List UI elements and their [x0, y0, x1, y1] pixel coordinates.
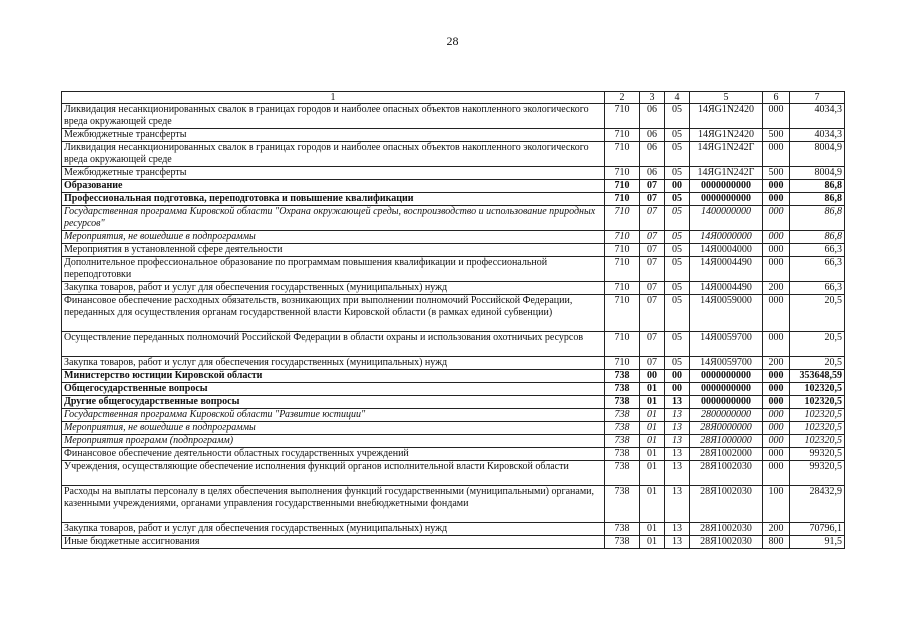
row-col-6: 000: [763, 206, 790, 231]
row-col-4: 13: [665, 523, 690, 536]
row-col-5: 0000000000: [690, 193, 763, 206]
row-col-6: 200: [763, 357, 790, 370]
row-col-6: 100: [763, 486, 790, 523]
row-col-6: 000: [763, 257, 790, 282]
row-col-6: 000: [763, 461, 790, 486]
row-col-6: 200: [763, 523, 790, 536]
row-col-6: 000: [763, 332, 790, 357]
row-col-5: 28Я1002030: [690, 461, 763, 486]
header-col-3: 3: [640, 92, 665, 104]
row-name: Мероприятия программ (подпрограмм): [62, 435, 605, 448]
table-row: [62, 409, 845, 422]
row-col-2: 738: [605, 435, 640, 448]
row-col-5: 2800000000: [690, 409, 763, 422]
row-col-2: 710: [605, 357, 640, 370]
table-row: [62, 193, 845, 206]
table-row: [62, 370, 845, 383]
row-col-4: 05: [665, 129, 690, 142]
table-row: [62, 332, 845, 357]
row-col-4: 00: [665, 370, 690, 383]
row-amount: 102320,5: [790, 383, 845, 396]
row-col-6: 000: [763, 435, 790, 448]
row-col-5: 0000000000: [690, 370, 763, 383]
row-col-3: 01: [640, 536, 665, 549]
row-col-5: 14ЯG1N2420: [690, 129, 763, 142]
header-col-2: 2: [605, 92, 640, 104]
header-col-6: 6: [763, 92, 790, 104]
row-name: Расходы на выплаты персоналу в целях обеспечения выполнения функций государственными (муниципальными) органами, казенными учреждениями, органами управления государственными внебюджетными фондами: [62, 486, 605, 523]
row-col-2: 710: [605, 206, 640, 231]
header-col-1: 1: [62, 92, 605, 104]
row-col-6: 000: [763, 193, 790, 206]
row-col-3: 07: [640, 257, 665, 282]
row-amount: 28432,9: [790, 486, 845, 523]
row-col-2: 710: [605, 142, 640, 167]
row-col-3: 01: [640, 422, 665, 435]
row-name: Осуществление переданных полномочий Российской Федерации в области охраны и использования охотничьих ресурсов: [62, 332, 605, 357]
row-amount: 102320,5: [790, 422, 845, 435]
row-col-4: 05: [665, 244, 690, 257]
row-col-5: 28Я1002000: [690, 448, 763, 461]
row-amount: 70796,1: [790, 523, 845, 536]
table-row: [62, 244, 845, 257]
row-col-4: 13: [665, 461, 690, 486]
row-name: Ликвидация несанкционированных свалок в границах городов и наиболее опасных объектов накопленного экологического вреда окружающей среде: [62, 142, 605, 167]
row-name: Финансовое обеспечение деятельности областных государственных учреждений: [62, 448, 605, 461]
row-amount: 99320,5: [790, 448, 845, 461]
row-col-3: 07: [640, 332, 665, 357]
table-row: [62, 486, 845, 523]
row-col-5: 28Я1002030: [690, 536, 763, 549]
row-col-6: 000: [763, 422, 790, 435]
row-col-3: 06: [640, 104, 665, 129]
row-name: Общегосударственные вопросы: [62, 383, 605, 396]
row-col-3: 01: [640, 435, 665, 448]
row-col-5: 14ЯG1N2420: [690, 104, 763, 129]
row-col-3: 07: [640, 282, 665, 295]
row-col-3: 07: [640, 231, 665, 244]
row-col-6: 500: [763, 129, 790, 142]
header-row: [62, 92, 845, 104]
row-col-5: 14Я0059700: [690, 357, 763, 370]
row-col-6: 000: [763, 448, 790, 461]
row-name: Дополнительное профессиональное образование по программам повышения квалификации и профессиональной переподготовки: [62, 257, 605, 282]
row-col-4: 13: [665, 536, 690, 549]
row-col-4: 00: [665, 180, 690, 193]
row-col-6: 000: [763, 409, 790, 422]
row-col-2: 710: [605, 295, 640, 332]
row-col-6: 200: [763, 282, 790, 295]
table-row: [62, 129, 845, 142]
row-name: Мероприятия в установленной сфере деятельности: [62, 244, 605, 257]
row-name: Ликвидация несанкционированных свалок в границах городов и наиболее опасных объектов накопленного экологического вреда окружающей среде: [62, 104, 605, 129]
table-row: [62, 206, 845, 231]
row-col-5: 28Я0000000: [690, 422, 763, 435]
row-col-2: 738: [605, 409, 640, 422]
row-col-3: 01: [640, 523, 665, 536]
row-col-2: 710: [605, 180, 640, 193]
row-col-5: 14ЯG1N242Г: [690, 167, 763, 180]
row-col-2: 738: [605, 448, 640, 461]
page-number: 28: [446, 34, 459, 48]
row-col-3: 01: [640, 486, 665, 523]
row-col-6: 000: [763, 231, 790, 244]
table-row: [62, 536, 845, 549]
row-col-4: 05: [665, 332, 690, 357]
row-name: Мероприятия, не вошедшие в подпрограммы: [62, 422, 605, 435]
row-col-3: 06: [640, 142, 665, 167]
row-col-5: 14Я0004000: [690, 244, 763, 257]
row-col-6: 000: [763, 142, 790, 167]
table-row: [62, 396, 845, 409]
row-col-2: 738: [605, 523, 640, 536]
row-name: Министерство юстиции Кировской области: [62, 370, 605, 383]
table-row: [62, 448, 845, 461]
row-col-6: 000: [763, 396, 790, 409]
row-col-3: 07: [640, 193, 665, 206]
row-col-6: 000: [763, 180, 790, 193]
row-col-4: 05: [665, 167, 690, 180]
row-col-5: 14ЯG1N242Г: [690, 142, 763, 167]
row-name: Иные бюджетные ассигнования: [62, 536, 605, 549]
table-row: [62, 295, 845, 332]
row-name: Закупка товаров, работ и услуг для обеспечения государственных (муниципальных) нужд: [62, 523, 605, 536]
row-amount: 86,8: [790, 206, 845, 231]
table-row: [62, 282, 845, 295]
row-col-6: 000: [763, 244, 790, 257]
row-col-3: 07: [640, 206, 665, 231]
row-col-3: 01: [640, 461, 665, 486]
row-col-2: 710: [605, 104, 640, 129]
table-row: [62, 231, 845, 244]
row-col-2: 710: [605, 282, 640, 295]
row-col-4: 05: [665, 357, 690, 370]
row-col-2: 738: [605, 461, 640, 486]
header-col-4: 4: [665, 92, 690, 104]
row-col-4: 05: [665, 104, 690, 129]
row-amount: 86,8: [790, 193, 845, 206]
row-name: Закупка товаров, работ и услуг для обеспечения государственных (муниципальных) нужд: [62, 282, 605, 295]
row-col-6: 000: [763, 295, 790, 332]
table-row: [62, 435, 845, 448]
table-row: [62, 104, 845, 129]
row-amount: 102320,5: [790, 435, 845, 448]
row-col-5: 28Я1002030: [690, 523, 763, 536]
row-amount: 20,5: [790, 332, 845, 357]
row-amount: 66,3: [790, 244, 845, 257]
table-row: [62, 142, 845, 167]
budget-table: [61, 91, 845, 549]
table-row: [62, 180, 845, 193]
row-col-2: 738: [605, 370, 640, 383]
row-name: Профессиональная подготовка, переподготовка и повышение квалификации: [62, 193, 605, 206]
row-amount: 86,8: [790, 231, 845, 244]
row-col-5: 14Я0059700: [690, 332, 763, 357]
row-name: Образование: [62, 180, 605, 193]
row-col-4: 13: [665, 409, 690, 422]
row-col-2: 710: [605, 257, 640, 282]
header-col-7: 7: [790, 92, 845, 104]
row-name: Закупка товаров, работ и услуг для обеспечения государственных (муниципальных) нужд: [62, 357, 605, 370]
row-col-4: 13: [665, 486, 690, 523]
row-col-4: 05: [665, 193, 690, 206]
table-row: [62, 257, 845, 282]
row-col-5: 1400000000: [690, 206, 763, 231]
row-amount: 86,8: [790, 180, 845, 193]
row-col-5: 14Я0059000: [690, 295, 763, 332]
row-col-2: 738: [605, 422, 640, 435]
row-col-6: 000: [763, 370, 790, 383]
row-col-2: 738: [605, 396, 640, 409]
row-col-3: 07: [640, 180, 665, 193]
row-col-4: 13: [665, 422, 690, 435]
row-col-5: 14Я0004490: [690, 257, 763, 282]
row-col-2: 710: [605, 231, 640, 244]
row-col-2: 710: [605, 332, 640, 357]
row-amount: 353648,59: [790, 370, 845, 383]
row-col-3: 01: [640, 396, 665, 409]
row-col-3: 06: [640, 167, 665, 180]
row-col-5: 14Я0004490: [690, 282, 763, 295]
table-row: [62, 523, 845, 536]
row-col-2: 738: [605, 536, 640, 549]
table-row: [62, 357, 845, 370]
row-col-4: 00: [665, 383, 690, 396]
row-amount: 8004,9: [790, 142, 845, 167]
row-amount: 20,5: [790, 295, 845, 332]
row-amount: 99320,5: [790, 461, 845, 486]
row-col-4: 05: [665, 231, 690, 244]
row-amount: 102320,5: [790, 409, 845, 422]
row-col-5: 28Я1000000: [690, 435, 763, 448]
row-col-3: 01: [640, 383, 665, 396]
row-col-5: 0000000000: [690, 383, 763, 396]
table-row: [62, 383, 845, 396]
row-col-3: 01: [640, 409, 665, 422]
row-name: Государственная программа Кировской области "Охрана окружающей среды, воспроизводство и использование природных ресурсов": [62, 206, 605, 231]
row-amount: 66,3: [790, 282, 845, 295]
table-row: [62, 167, 845, 180]
row-col-4: 05: [665, 295, 690, 332]
row-col-2: 710: [605, 244, 640, 257]
row-col-2: 738: [605, 383, 640, 396]
row-col-4: 05: [665, 142, 690, 167]
row-col-3: 07: [640, 357, 665, 370]
row-col-3: 01: [640, 448, 665, 461]
row-amount: 4034,3: [790, 104, 845, 129]
row-amount: 91,5: [790, 536, 845, 549]
row-col-6: 500: [763, 167, 790, 180]
row-col-5: 28Я1002030: [690, 486, 763, 523]
row-col-4: 05: [665, 206, 690, 231]
row-name: Учреждения, осуществляющие обеспечение исполнения функций органов исполнительной власти Кировской области: [62, 461, 605, 486]
row-col-3: 07: [640, 295, 665, 332]
row-name: Межбюджетные трансферты: [62, 167, 605, 180]
header-col-5: 5: [690, 92, 763, 104]
row-col-6: 000: [763, 383, 790, 396]
row-col-4: 05: [665, 257, 690, 282]
row-amount: 102320,5: [790, 396, 845, 409]
row-col-2: 710: [605, 129, 640, 142]
row-col-3: 00: [640, 370, 665, 383]
row-name: Другие общегосударственные вопросы: [62, 396, 605, 409]
row-amount: 4034,3: [790, 129, 845, 142]
row-col-3: 07: [640, 244, 665, 257]
row-name: Межбюджетные трансферты: [62, 129, 605, 142]
row-col-5: 0000000000: [690, 180, 763, 193]
row-name: Финансовое обеспечение расходных обязательств, возникающих при выполнении полномочий Российской Федерации, переданных для осуществления органам государственной власти Кировской области (в рамках единой субвенции): [62, 295, 605, 332]
row-col-5: 0000000000: [690, 396, 763, 409]
row-amount: 20,5: [790, 357, 845, 370]
row-name: Государственная программа Кировской области "Развитие юстиции": [62, 409, 605, 422]
table-body: [62, 104, 845, 549]
row-col-5: 14Я0000000: [690, 231, 763, 244]
row-name: Мероприятия, не вошедшие в подпрограммы: [62, 231, 605, 244]
table-row: [62, 461, 845, 486]
row-amount: 66,3: [790, 257, 845, 282]
row-col-2: 710: [605, 193, 640, 206]
row-col-3: 06: [640, 129, 665, 142]
table-row: [62, 422, 845, 435]
row-col-2: 710: [605, 167, 640, 180]
row-col-6: 000: [763, 104, 790, 129]
row-col-4: 13: [665, 448, 690, 461]
row-col-4: 13: [665, 396, 690, 409]
row-col-6: 800: [763, 536, 790, 549]
row-col-4: 13: [665, 435, 690, 448]
row-col-2: 738: [605, 486, 640, 523]
row-col-4: 05: [665, 282, 690, 295]
row-amount: 8004,9: [790, 167, 845, 180]
